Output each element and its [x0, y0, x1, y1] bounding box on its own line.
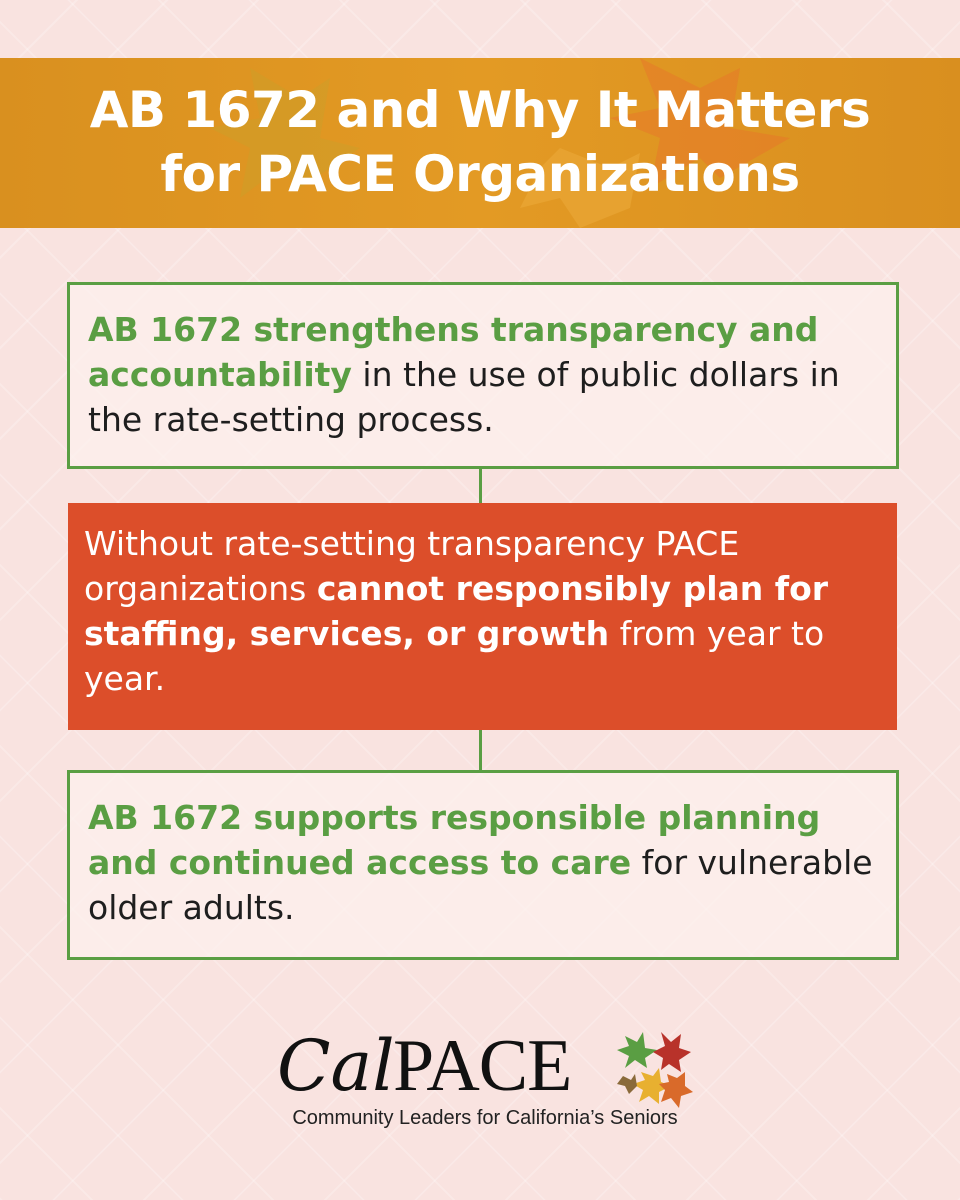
callout-text-before: Without rate-setting transparency PACE organizations	[84, 524, 740, 608]
leaf-cluster-icon	[615, 1028, 695, 1112]
access-box	[67, 770, 899, 960]
page-title	[0, 78, 960, 206]
transparency-text: in the use of public dollars in the rate-setting process.	[88, 355, 840, 439]
transparency-emphasis: AB 1672 strengthens transparency and accountability	[88, 310, 819, 394]
connector-line-1	[479, 469, 482, 503]
logo-pace-text: PACE	[393, 1025, 572, 1107]
calpace-logo	[275, 1022, 715, 1142]
logo-cal-text: Cal	[277, 1025, 395, 1107]
callout-emphasis: cannot responsibly plan for staffing, services, or growth	[84, 569, 829, 653]
callout-text-after: from year to year.	[84, 614, 825, 698]
connector-line-2	[479, 730, 482, 770]
title-line-2: for PACE Organizations	[160, 145, 800, 203]
planning-callout-box	[68, 503, 897, 730]
transparency-box	[67, 282, 899, 469]
logo-tagline: Community Leaders for California’s Seniors	[292, 1107, 678, 1129]
access-text: for vulnerable older adults.	[88, 843, 873, 927]
title-line-1: AB 1672 and Why It Matters	[89, 81, 871, 139]
access-emphasis: AB 1672 supports responsible planning and continued access to care	[88, 798, 821, 882]
title-banner	[0, 58, 960, 228]
